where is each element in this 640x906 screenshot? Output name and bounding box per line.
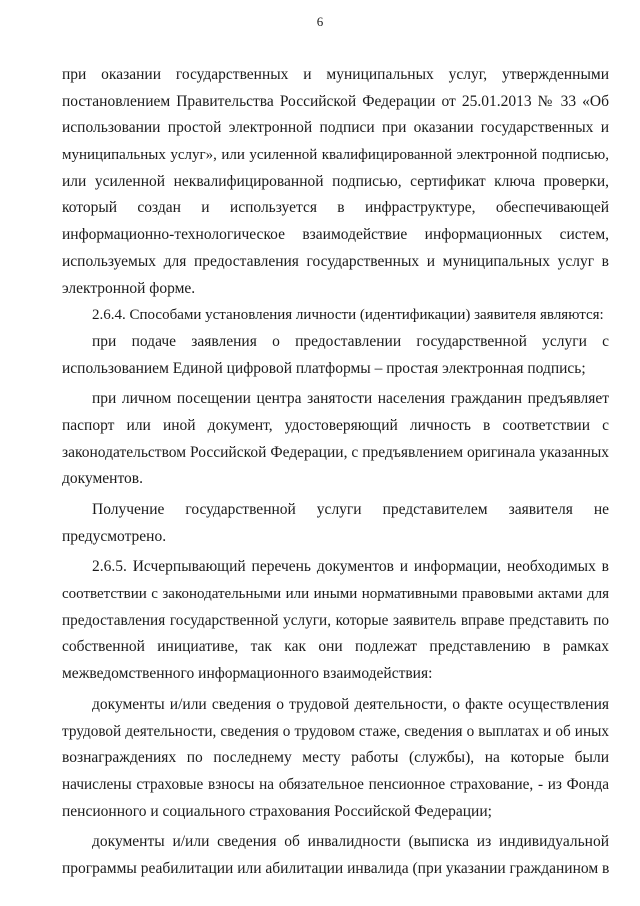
- text-line: электронной форме.: [62, 279, 196, 297]
- text-line: законодательством Российской Федерации, с предъявлением оригинала указанных: [62, 443, 609, 461]
- text-line: при оказании государственных и муниципальных услуг, утвержденными: [62, 66, 609, 83]
- text-line: документы и/или сведения о трудовой деятельности, о факте осуществления: [92, 695, 609, 713]
- page-number: 6: [316, 14, 324, 29]
- text-line: межведомственного информационного взаимодействия:: [62, 665, 433, 683]
- text-line: используемых для предоставления государственных и муниципальных услуг в: [62, 252, 609, 270]
- text-line: документов.: [62, 470, 143, 488]
- document-body: [62, 62, 609, 883]
- text-line: или усиленной неквалифицированной подписью, сертификат ключа проверки,: [62, 172, 609, 190]
- text-line: постановлением Правительства Российской Федерации от 25.01.2013 № 33 «Об: [62, 92, 609, 110]
- text-line: использованием Единой цифровой платформы – простая электронная подпись;: [62, 359, 586, 377]
- text-line: трудовой деятельности, сведения о трудовом стаже, сведения о выплатах и об иных: [62, 722, 609, 740]
- text-line: вознаграждениях по последнему месту работы (службы), на которые были: [62, 749, 609, 767]
- text-line: предоставления государственной услуги, которые заявитель вправе представить по: [62, 611, 609, 629]
- text-line: 2.6.4. Способами установления личности (идентификации) заявителя являются:: [92, 307, 604, 324]
- text-line: информационно-технологическое взаимодействие информационных систем,: [62, 226, 609, 244]
- text-line: при личном посещении центра занятости населения гражданин предъявляет: [92, 390, 609, 408]
- text-line: начислены страховые взносы на обязательное пенсионное страхование, - из Фонда: [62, 775, 609, 793]
- text-line: муниципальных услуг», или усиленной квалифицированной электронной подписью,: [62, 147, 609, 164]
- text-line: Получение государственной услуги представителем заявителя не: [92, 501, 609, 518]
- text-line: 2.6.5. Исчерпывающий перечень документов и информации, необходимых в: [92, 558, 609, 576]
- text-line: при подаче заявления о предоставлении государственной услуги с: [92, 332, 609, 350]
- text-line: предусмотрено.: [62, 527, 167, 545]
- text-line: документы и/или сведения об инвалидности (выписка из индивидуальной: [92, 833, 609, 851]
- text-line: использовании простой электронной подписи при оказании государственных и: [62, 119, 609, 137]
- text-line: паспорт или иной документ, удостоверяющий личность в соответствии с: [62, 416, 609, 434]
- text-line: пенсионного и социального страхования Российской Федерации;: [62, 802, 492, 820]
- text-line: который создан и используется в инфраструктуре, обеспечивающей: [62, 199, 609, 217]
- text-line: программы реабилитации или абилитации инвалида (при указании гражданином в: [62, 859, 610, 877]
- text-line: соответствии с законодательными или иными нормативными правовыми актами для: [62, 586, 609, 603]
- text-line: собственной инициативе, так как они подлежат представлению в рамках: [62, 638, 609, 656]
